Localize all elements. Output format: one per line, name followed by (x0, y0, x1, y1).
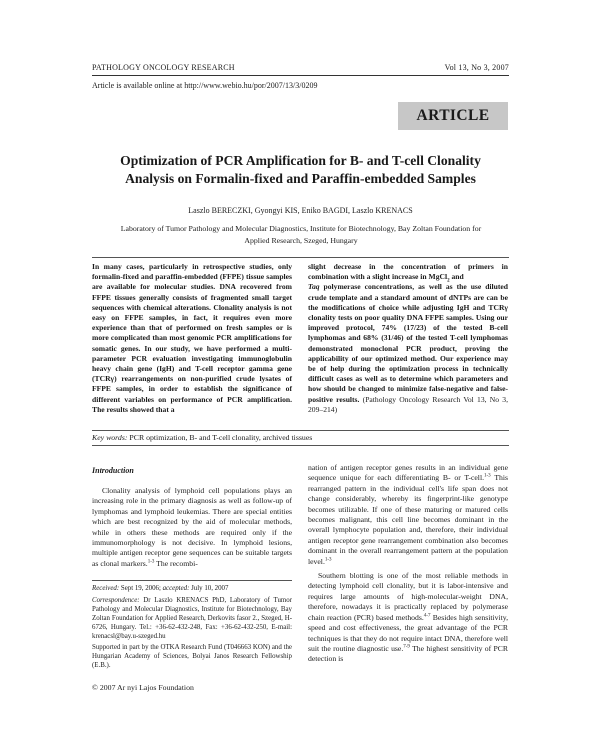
keywords-bottom-rule (92, 445, 509, 446)
accepted-date: July 10, 2007 (189, 585, 229, 592)
p2-text-c: The highest sensitivity of PCR detection is (308, 643, 508, 664)
citation-ref: 7-9 (403, 644, 410, 650)
running-header (92, 63, 509, 72)
p1-text-b: This rearranged pattern in the individual cell's life span does not change considerably, whereby its fingerprint-like genotype becomes utilizable. If one of these maturing or matured cells becomes malignant, this cell line becomes dominant in the overall lymphocyte population and, therefore, their individual antigen receptor gene rearrangement combination also becomes dominant in the overall rearrangement pattern at the population level. (308, 473, 508, 566)
journal-name: PATHOLOGY ONCOLOGY RESEARCH (92, 63, 235, 72)
body-right-column (308, 463, 508, 665)
received-date: Sept 19, 2006; (119, 585, 163, 592)
citation-ref: 4-7 (423, 613, 431, 619)
introduction-heading: Introduction (92, 466, 134, 475)
correspondence-text: Dr Laszlo KRENACS PhD, Laboratory of Tumor Pathology and Molecular Diagnostics, Institute for Biotechnology, Bay Zoltan Foundation for Applied Research, Derkovits fasor 2., Szeged, H-6726, Hungary. Tel.: +36-62-432-248, Fax: +36-62-432-250, E-mail: krenacsl@bay.u-szeged.hu (92, 597, 292, 640)
subscript-2: 2 (447, 278, 450, 284)
p2-text-b: Besides high sensitivity, speed and cost effectiveness, the great advantage of the PCR techniques is that they do not require intact DNA, therefore well suit the routine diagnostic use. (308, 612, 508, 653)
citation-ref: 1-3 (324, 557, 332, 563)
abstract-text-b: and (449, 272, 464, 282)
correspondence-label: Correspondence: (92, 597, 140, 604)
p2-text-a: Southern blotting is one of the most reliable methods in detecting lymphoid cell clonality, but it is labor-intensive and requires large amounts of high-molecular-weight DNA, therefore, nowadays it is practically replaced by polymerase chain reaction (PCR) based methods. (308, 571, 508, 622)
introduction-paragraph-1 (92, 486, 292, 569)
author-list: Laszlo BERECZKI, Gyongyi KIS, Eniko BAGDI, Laszlo KRENACS (188, 206, 413, 215)
footnote-rule (92, 580, 292, 581)
taq-term: Taq (308, 282, 320, 292)
keywords-label: Key words: (92, 433, 128, 442)
citation-ref: 1-3 (484, 473, 491, 479)
p1-text-a: nation of antigen receptor genes results in an individual gene sequence unique for each differentiating B- or T-cell. (308, 463, 508, 483)
abstract-text-a: slight decrease in the concentration of primers in combination with a slight increase in MgCl (308, 262, 508, 282)
citation-ref: 1-3 (147, 559, 155, 565)
intro-p1-text: Clonality analysis of lymphoid cell populations plays an increasing role in the primary diagnosis as well as follow-up of lymphomas and lymphoid leukemias. There are special entities which are best recognized by the aid of molecular methods, while in others these methods are required only if the immunomorphology is not decisive. In lymphoid lesions, multiple antigen receptor gene sequences can be suitable targets as clonal markers. (92, 486, 292, 568)
abstract-top-rule (92, 257, 509, 258)
availability-line[interactable]: Article is available online at http://www.webio.hu/por/2007/13/3/0209 (92, 81, 318, 90)
affiliation: Laboratory of Tumor Pathology and Molecular Diagnostics, Institute for Biotechnology, Bay Zoltan Foundation for Applied Research, Szeged, Hungary (120, 224, 482, 245)
abstract-text-c: polymerase concentrations, as well as the use diluted crude template and a standard amount of dNTPs are can be the modifications of choice while adjusting IgH and TCRγ clonality tests on poor quality DNA FFPE samples. Using our improved protocol, 74% (17/23) of the tested B-cell lymphomas and 68% (31/46) of the tested T-cell lymphomas demonstrated monoclonal PCR product, proving the applicability of our optimized method. Our experience may be of help during the optimization process in technically difficult cases as well as to determine which parameters and how should be changed to minimize false-negative and false-positive results. (308, 282, 508, 404)
article-type-badge: ARTICLE (398, 102, 508, 130)
abstract-citation: (Pathology Oncology Research Vol 13, No 3, 209–214) (308, 394, 508, 414)
received-dates (92, 584, 292, 593)
header-rule (92, 75, 509, 76)
article-title (92, 152, 509, 188)
copyright-notice: © 2007 Ar nyi Lajos Foundation (92, 683, 194, 692)
received-label: Received: (92, 585, 120, 592)
correspondence-note (92, 596, 292, 641)
abstract-bottom-rule (92, 430, 509, 431)
abstract-right-column (308, 262, 508, 415)
title-line-1: Optimization of PCR Amplification for B- and T-cell Clonality (120, 153, 481, 168)
intro-p1-tail: The recombi- (154, 558, 198, 568)
keywords-line (92, 433, 312, 442)
abstract-left-column: In many cases, particularly in retrospective studies, only formalin-fixed and paraffin-embedded (FFPE) tissue samples are available for molecular studies. DNA recovered from FFPE tissues generally consists of fragmented small target sequences with chemical alterations. Clonality analysis is not easy on FFPE samples, in fact, it requires even more experience than that of performed on fresh samples or is more complicated than most genomic PCR amplifications for somatic genes. In our study, we have performed a multi-parameter PCR evaluation investigating immunoglobulin heavy chain gene (IgH) and T-cell receptor gamma gene (TCRγ) rearrangements on non-purified crude lysates of FFPE samples, in order to establish the significance of different variables on performance of PCR amplification. The results showed that a (92, 262, 292, 414)
keywords-text: PCR optimization, B- and T-cell clonality, archived tissues (127, 433, 313, 442)
body-paragraph-1 (308, 463, 508, 567)
body-paragraph-2 (308, 571, 508, 665)
accepted-label: accepted: (162, 585, 190, 592)
funding-note: Supported in part by the OTKA Research Fund (T046663 KON) and the Hungarian Academy of Sciences, Bolyai Janos Research Fellowship (E.B.). (92, 644, 292, 669)
volume-info: Vol 13, No 3, 2007 (444, 63, 509, 72)
title-line-2: Analysis on Formalin-fixed and Paraffin-embedded Samples (125, 171, 476, 186)
